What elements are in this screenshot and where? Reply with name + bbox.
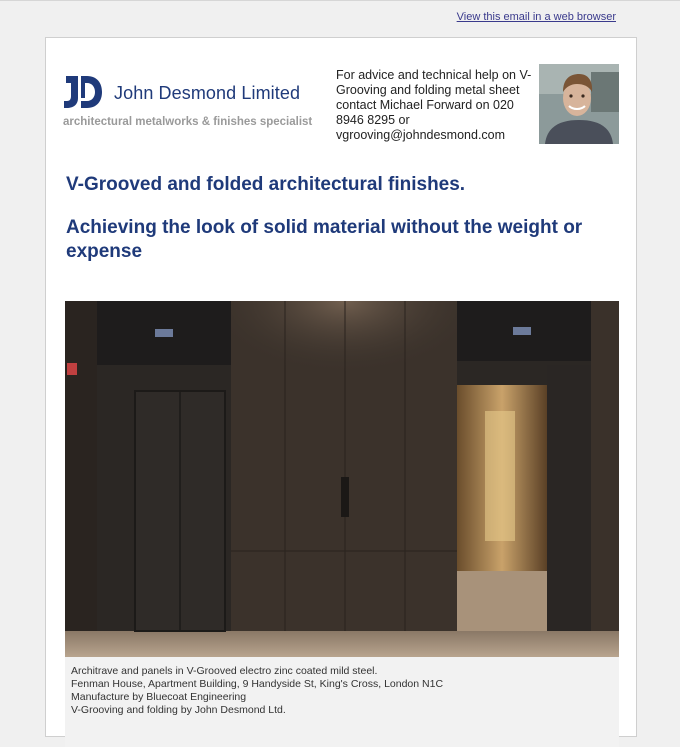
view-in-browser-link[interactable]: View this email in a web browser	[456, 11, 616, 23]
caption-line: Manufacture by Bluecoat Engineering	[71, 691, 247, 703]
image-caption	[65, 657, 619, 747]
brand-tagline: architectural metalworks & finishes specialist	[63, 116, 313, 128]
caption-line: V-Grooving and folding by John Desmond Ltd.	[71, 704, 286, 716]
headline-primary: V-Grooved and folded architectural finishes.	[66, 174, 466, 195]
headline-secondary: Achieving the look of solid material without the weight or expense	[66, 217, 583, 262]
hero-image-elevators	[65, 301, 619, 657]
contact-portrait	[539, 64, 619, 144]
jd-monogram-icon	[63, 74, 103, 110]
contact-info: For advice and technical help on V-Grooving and folding metal sheet contact Michael Forward on 020 8946 8295 or vgrooving@johndesmond.com	[336, 68, 532, 142]
caption-line: Fenman House, Apartment Building, 9 Handyside St, King's Cross, London N1C	[71, 678, 444, 690]
email-card	[45, 37, 637, 737]
caption-line: Architrave and panels in V-Grooved electro zinc coated mild steel.	[71, 665, 378, 677]
brand-name: John Desmond Limited	[114, 83, 301, 103]
top-divider	[0, 0, 680, 1]
